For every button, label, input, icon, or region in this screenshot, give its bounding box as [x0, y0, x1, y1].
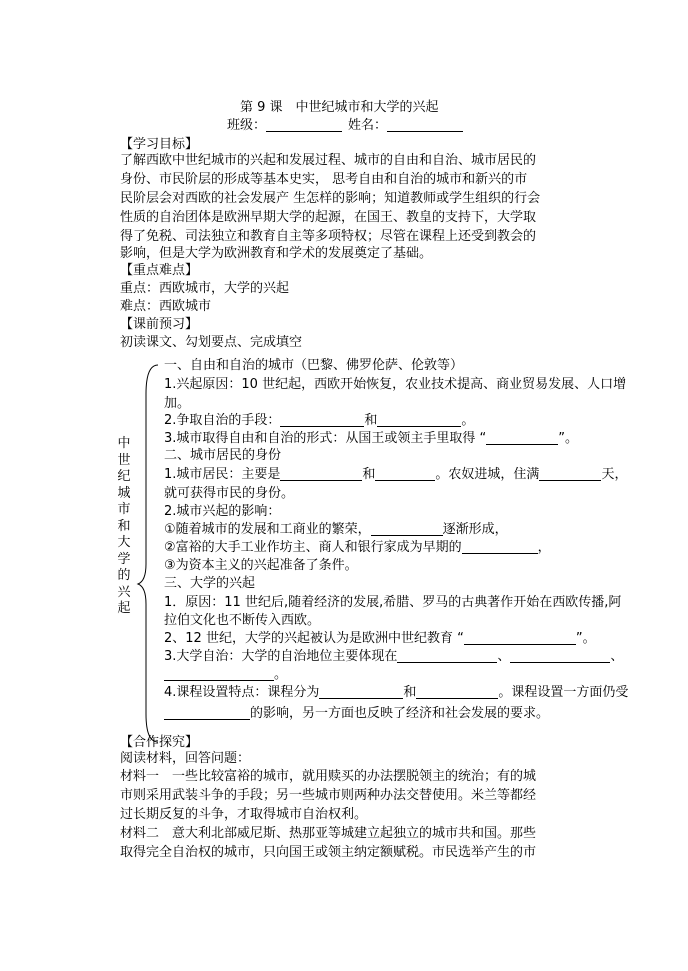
answer-blank[interactable] — [397, 648, 497, 663]
s2-q2: 2.城市兴起的影响： — [164, 504, 281, 519]
s3-q1-cont: 拉伯文化也不断传入西欧。 — [164, 613, 321, 628]
s3-q2: 2、12 世纪，大学的兴起被认为是欧洲中世纪教育 “ ”。 — [164, 631, 596, 646]
preview-intro: 初读课文、勾划要点、完成填空 — [120, 335, 303, 350]
section2-heading: 二、城市居民的身份 — [164, 448, 282, 463]
s2-q2c: ③为资本主义的兴起准备了条件。 — [164, 558, 358, 573]
curly-brace — [136, 364, 160, 744]
class-label: 班级： — [227, 118, 267, 133]
s2-q1: 1.城市居民：主要是 和 。农奴进城，住满 天， — [164, 467, 628, 482]
answer-blank[interactable] — [280, 466, 362, 481]
s3-q4-cont: 的影响，另一方面也反映了经济和社会发展的要求。 — [164, 704, 549, 723]
section1-heading: 一、自由和自治的城市（巴黎、佛罗伦萨、伦敦等） — [164, 358, 464, 373]
goals-line: 身份、市民阶层的形成等基本史实， 思考自由和自治的城市和新兴的市 — [120, 172, 528, 187]
answer-blank[interactable] — [462, 539, 538, 554]
goals-line: 影响，但是大学为欧洲教育和学术的发展奠定了基础。 — [120, 246, 433, 261]
coop-heading: 【合作探究】 — [120, 735, 199, 750]
goals-heading: 【学习目标】 — [120, 137, 199, 152]
s3-q3-cont: 。 — [164, 665, 287, 684]
s1-q3: 3.城市取得自由和自治的形式：从国王或领主手里取得 “ ”。 — [164, 431, 579, 446]
s1-q1-cont: 加。 — [164, 396, 191, 411]
s2-q2b: ②富裕的大手工业作坊主、商人和银行家成为早期的 ， — [164, 540, 551, 555]
s3-q4: 4.课程设置特点：课程分为 和 。课程设置一方面仍受 — [164, 685, 629, 700]
answer-blank[interactable] — [371, 521, 443, 536]
material-line: 过长期反复的斗争，才取得城市自治权利。 — [120, 807, 368, 822]
s2-q1-cont: 就可获得市民的身份。 — [164, 486, 295, 501]
answer-blank[interactable] — [375, 466, 435, 481]
preview-heading: 【课前预习】 — [120, 317, 199, 332]
name-label: 姓名： — [348, 118, 388, 133]
goals-line: 了解西欧中世纪城市的兴起和发展过程、城市的自由和自治、城市居民的 — [120, 153, 537, 168]
s2-q2a: ①随着城市的发展和工商业的繁荣， 逐渐形成， — [164, 522, 508, 537]
goals-line: 性质的自治团体是欧洲早期大学的起源，在国王、教皇的支持下，大学取 — [120, 210, 537, 225]
goals-line: 民阶层会对西欧的社会发展产 生怎样的影响；知道教师或学生组织的行会 — [120, 191, 541, 206]
material-line: 材料二 意大利北部威尼斯、热那亚等城建立起独立的城市共和国。那些 — [120, 826, 537, 841]
s3-q1: 1．原因：11 世纪后,随着经济的发展,希腊、罗马的古典著作开始在西欧传播,阿 — [164, 595, 622, 610]
material-line: 市则采用武装斗争的手段；另一些城市则两种办法交替使用。米兰等都经 — [120, 788, 537, 803]
name-blank[interactable] — [387, 117, 463, 132]
answer-blank[interactable] — [464, 630, 576, 645]
key-heading: 【重点难点】 — [120, 263, 199, 278]
class-name-line — [227, 116, 463, 135]
coop-intro: 阅读材料，回答问题： — [120, 751, 251, 766]
answer-blank[interactable] — [280, 412, 364, 427]
material-line: 取得完全自治权的城市，只向国王或领主纳定额赋税。市民选举产生的市 — [120, 845, 537, 860]
page-title: 第 9 课 中世纪城市和大学的兴起 — [240, 100, 439, 115]
difficult-point: 难点：西欧城市 — [120, 299, 212, 314]
answer-blank[interactable] — [377, 412, 461, 427]
answer-blank[interactable] — [164, 666, 274, 681]
answer-blank[interactable] — [416, 684, 498, 699]
answer-blank[interactable] — [486, 430, 558, 445]
key-point: 重点：西欧城市，大学的兴起 — [120, 281, 290, 296]
class-blank[interactable] — [266, 117, 342, 132]
s1-q2: 2.争取自治的手段： 和 。 — [164, 413, 475, 428]
side-label: 中世纪城市和大学的兴起 — [117, 436, 131, 616]
s1-q1: 1.兴起原因：10 世纪起，西欧开始恢复，农业技术提高、商业贸易发展、人口增 — [164, 377, 627, 392]
answer-blank[interactable] — [510, 648, 610, 663]
answer-blank[interactable] — [164, 705, 250, 720]
material-line: 材料一 一些比较富裕的城市，就用赎买的办法摆脱领主的统治；有的城 — [120, 769, 537, 784]
answer-blank[interactable] — [539, 466, 601, 481]
section3-heading: 三、大学的兴起 — [164, 576, 256, 591]
s3-q3: 3.大学自治：大学的自治地位主要体现在 、 、 — [164, 649, 624, 664]
answer-blank[interactable] — [319, 684, 403, 699]
goals-line: 得了免税、司法独立和教育自主等多项特权；尽管在课程上还受到教会的 — [120, 229, 537, 244]
